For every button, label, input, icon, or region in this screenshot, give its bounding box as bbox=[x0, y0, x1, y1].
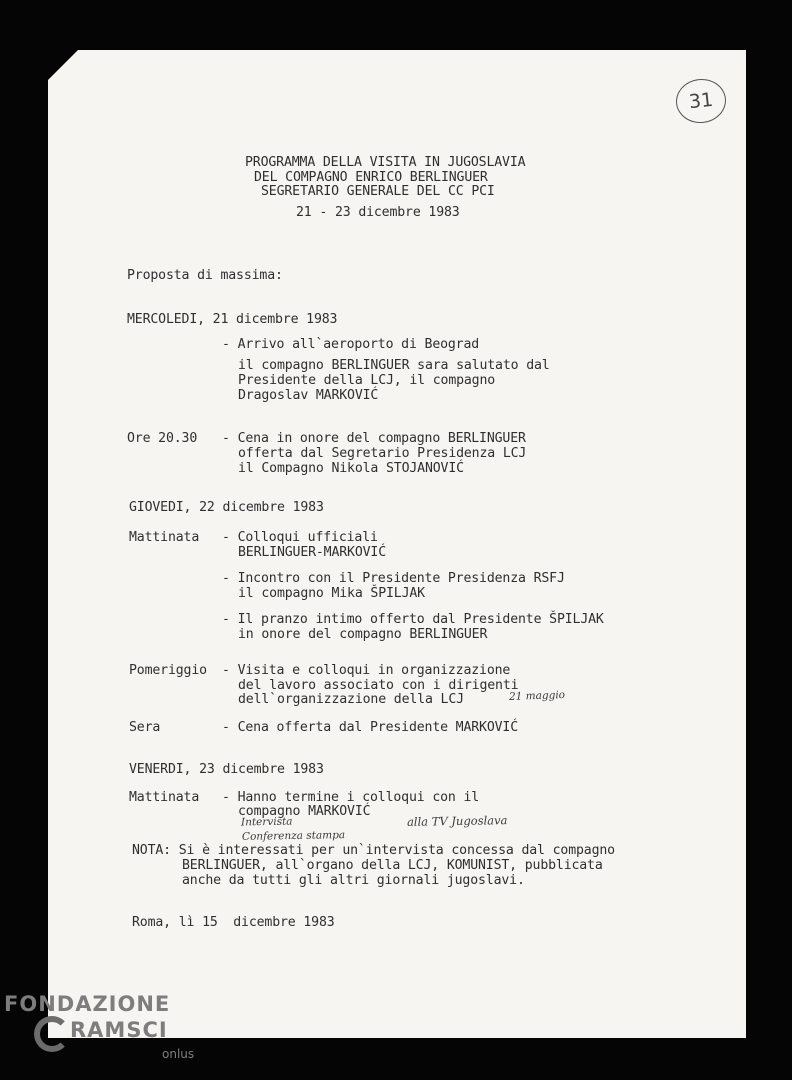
watermark-line-3: onlus bbox=[162, 1047, 195, 1061]
day1-time-label: Ore 20.30 bbox=[127, 431, 198, 446]
nota-line-2: BERLINGUER, all`organo della LCJ, KOMUNIST, pubblicata bbox=[182, 858, 603, 873]
day2-morning-item1-line2: BERLINGUER-MARKOVIĆ bbox=[238, 545, 387, 560]
day1-heading: MERCOLEDI, 21 dicembre 1983 bbox=[127, 312, 338, 327]
day1-item2-line2: offerta dal Segretario Presidenza LCJ bbox=[238, 446, 527, 461]
day2-morning-item3-line2: in onore del compagno BERLINGUER bbox=[238, 627, 488, 642]
nota-line-1: NOTA: Si è interessati per un`intervista concessa dal compagno bbox=[132, 843, 615, 858]
day2-afternoon-line3: dell`organizzazione della LCJ bbox=[238, 692, 464, 707]
day2-morning-item2-line2: il compagno Mika ŠPILJAK bbox=[238, 586, 425, 601]
day1-item2-line3: il Compagno Nikola STOJANOVIĆ bbox=[238, 461, 464, 476]
nota-line-3: anche da tutti gli altri giornali jugoslavi. bbox=[182, 873, 525, 888]
day2-afternoon-line1: - Visita e colloqui in organizzazione bbox=[222, 663, 511, 678]
signoff: Roma, lì 15 dicembre 1983 bbox=[132, 915, 335, 930]
day2-afternoon-label: Pomeriggio bbox=[129, 663, 207, 678]
title-line-3: SEGRETARIO GENERALE DEL CC PCI bbox=[261, 184, 495, 199]
handwritten-note-1: Intervista bbox=[240, 815, 293, 829]
day1-item1-detail-2: Presidente della LCJ, il compagno bbox=[238, 373, 496, 388]
handwritten-afternoon-note: 21 maggio bbox=[508, 689, 566, 703]
day3-morning-line2: compagno MARKOVIĆ bbox=[238, 804, 371, 819]
day3-heading: VENERDI, 23 dicembre 1983 bbox=[129, 762, 324, 777]
page-number: 31 bbox=[674, 77, 728, 126]
title-line-2: DEL COMPAGNO ENRICO BERLINGUER bbox=[254, 170, 488, 185]
day2-morning-item3-line1: - Il pranzo intimo offerto dal Presidente ŠPILJAK bbox=[222, 612, 604, 627]
day1-item2-line1: - Cena in onore del compagno BERLINGUER bbox=[222, 431, 526, 446]
watermark-line-1: FONDAZIONE bbox=[4, 992, 171, 1016]
title-line-1: PROGRAMMA DELLA VISITA IN JUGOSLAVIA bbox=[245, 155, 526, 170]
handwritten-note-2: alla TV Jugoslava bbox=[406, 813, 508, 829]
day2-morning-label: Mattinata bbox=[129, 530, 200, 545]
day3-morning-label: Mattinata bbox=[129, 790, 200, 805]
watermark-line-2: RAMSCI bbox=[70, 1018, 168, 1042]
day1-item1: - Arrivo all`aeroporto di Beograd bbox=[222, 337, 480, 352]
handwritten-note-3: Conferenza stampa bbox=[241, 829, 346, 843]
day1-item1-detail-1: il compagno BERLINGUER sara salutato dal bbox=[238, 358, 550, 373]
day2-evening-label: Sera bbox=[129, 720, 161, 735]
day1-item1-detail-3: Dragoslav MARKOVIĆ bbox=[238, 388, 379, 403]
day3-morning-line1: - Hanno termine i colloqui con il bbox=[222, 790, 480, 805]
day2-evening-item: - Cena offerta dal Presidente MARKOVIĆ bbox=[222, 720, 519, 735]
day2-morning-item2-line1: - Incontro con il Presidente Presidenza RSFJ bbox=[222, 571, 565, 586]
day2-morning-item1-line1: - Colloqui ufficiali bbox=[222, 530, 378, 545]
day2-heading: GIOVEDI, 22 dicembre 1983 bbox=[129, 500, 324, 515]
title-dates: 21 - 23 dicembre 1983 bbox=[296, 205, 460, 220]
intro-text: Proposta di massima: bbox=[127, 268, 283, 283]
day2-afternoon-line2: del lavoro associato con i dirigenti bbox=[238, 678, 519, 693]
